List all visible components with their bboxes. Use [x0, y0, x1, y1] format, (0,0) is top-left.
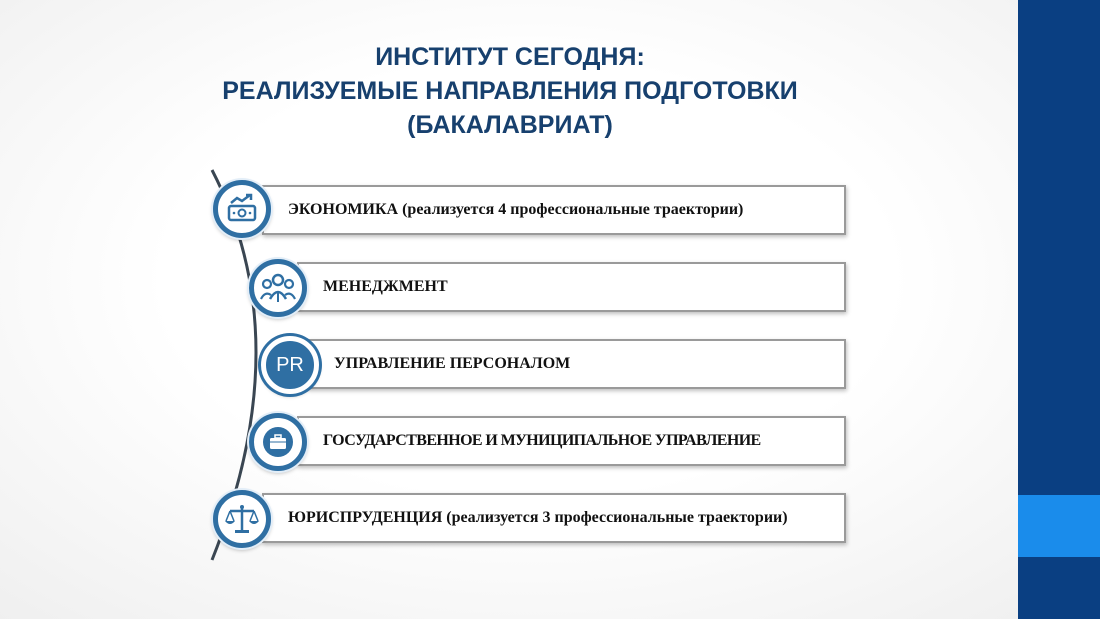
list-item-management [297, 262, 846, 312]
scales-icon [213, 490, 271, 548]
item-label-management: МЕНЕДЖМЕНТ [323, 278, 448, 295]
team-icon [249, 259, 307, 317]
list-item-hr [308, 339, 846, 389]
item-label-economics: ЭКОНОМИКА (реализуется 4 профессиональные траектории) [288, 201, 744, 218]
list-item-public-administration [297, 416, 846, 466]
briefcase-icon [249, 413, 307, 471]
pr-icon-text: PR [276, 353, 304, 376]
title-line-2: РЕАЛИЗУЕМЫЕ НАПРАВЛЕНИЯ ПОДГОТОВКИ [222, 77, 798, 105]
list-item-law [262, 493, 846, 543]
title-line-3: (БАКАЛАВРИАТ) [407, 111, 613, 139]
pr-icon [261, 336, 319, 394]
item-label-hr: УПРАВЛЕНИЕ ПЕРСОНАЛОМ [334, 355, 571, 372]
list-item-economics [262, 185, 846, 235]
title-line-1: ИНСТИТУТ СЕГОДНЯ: [375, 43, 645, 71]
item-label-law: ЮРИСПРУДЕНЦИЯ (реализуется 3 профессиональные траектории) [288, 509, 788, 526]
money-growth-icon [213, 180, 271, 238]
item-label-public-administration: ГОСУДАРСТВЕННОЕ И МУНИЦИПАЛЬНОЕ УПРАВЛЕНИЕ [323, 432, 761, 449]
